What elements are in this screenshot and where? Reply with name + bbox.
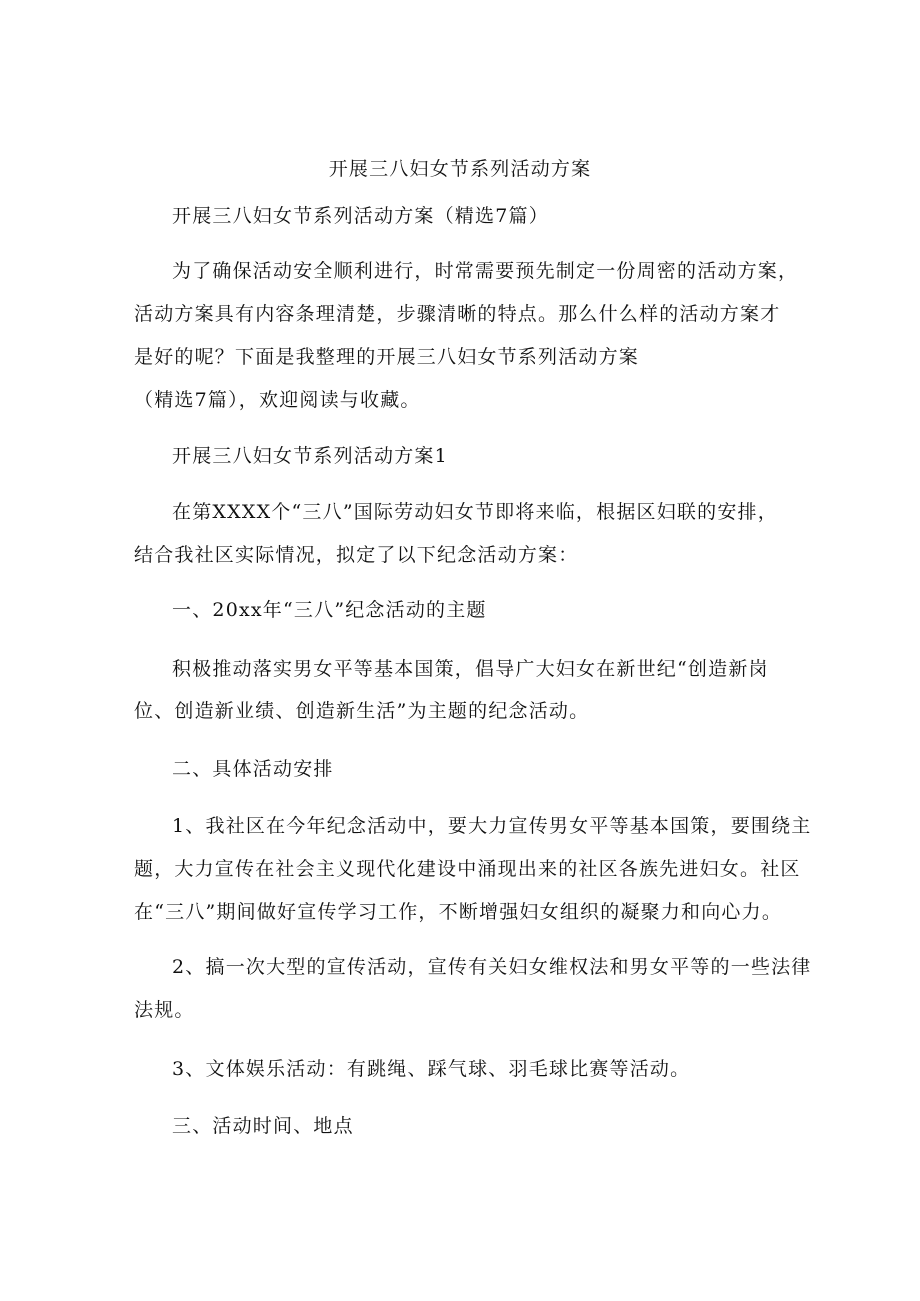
intro-line-3: 是好的呢？下面是我整理的开展三八妇女节系列活动方案 <box>134 346 640 368</box>
intro-line-2: 活动方案具有内容条理清楚，步骤清晰的特点。那么什么样的活动方案才 <box>134 303 781 325</box>
para-theme-line-2: 位、创造新业绩、创造新生活”为主题的纪念活动。 <box>134 700 590 722</box>
item-1-line-3: 在“三八”期间做好宣传学习工作，不断增强妇女组织的凝聚力和向心力。 <box>134 901 783 923</box>
para-theme-line-1: 积极推动落实男女平等基本国策，倡导广大妇女在新世纪“创造新岗 <box>172 658 769 680</box>
para-1-line-1: 在第XXXX个“三八”国际劳动妇女节即将来临，根据区妇联的安排， <box>172 501 778 523</box>
item-1-line-1: 1、我社区在今年纪念活动中，要大力宣传男女平等基本国策，要围绕主 <box>172 815 812 837</box>
para-1-line-2: 结合我社区实际情况，拟定了以下纪念活动方案： <box>134 544 579 566</box>
document-subtitle: 开展三八妇女节系列活动方案（精选7篇） <box>172 205 549 227</box>
heading-arrangement: 二、具体活动安排 <box>172 758 334 780</box>
section-1-heading: 开展三八妇女节系列活动方案1 <box>172 445 448 467</box>
item-1-line-2: 题，大力宣传在社会主义现代化建设中涌现出来的社区各族先进妇女。社区 <box>134 858 801 880</box>
heading-time-place: 三、活动时间、地点 <box>172 1115 354 1137</box>
intro-line-1: 为了确保活动安全顺利进行，时常需要预先制定一份周密的活动方案， <box>172 260 799 282</box>
heading-theme: 一、20xx年“三八”纪念活动的主题 <box>172 599 487 621</box>
item-3: 3、文体娱乐活动：有跳绳、踩气球、羽毛球比赛等活动。 <box>172 1058 691 1080</box>
item-2-line-2: 法规。 <box>134 999 195 1021</box>
intro-line-4: （精选7篇），欢迎阅读与收藏。 <box>134 389 421 411</box>
document-title: 开展三八妇女节系列活动方案 <box>328 158 592 180</box>
item-2-line-1: 2、搞一次大型的宣传活动，宣传有关妇女维权法和男女平等的一些法律 <box>172 956 812 978</box>
